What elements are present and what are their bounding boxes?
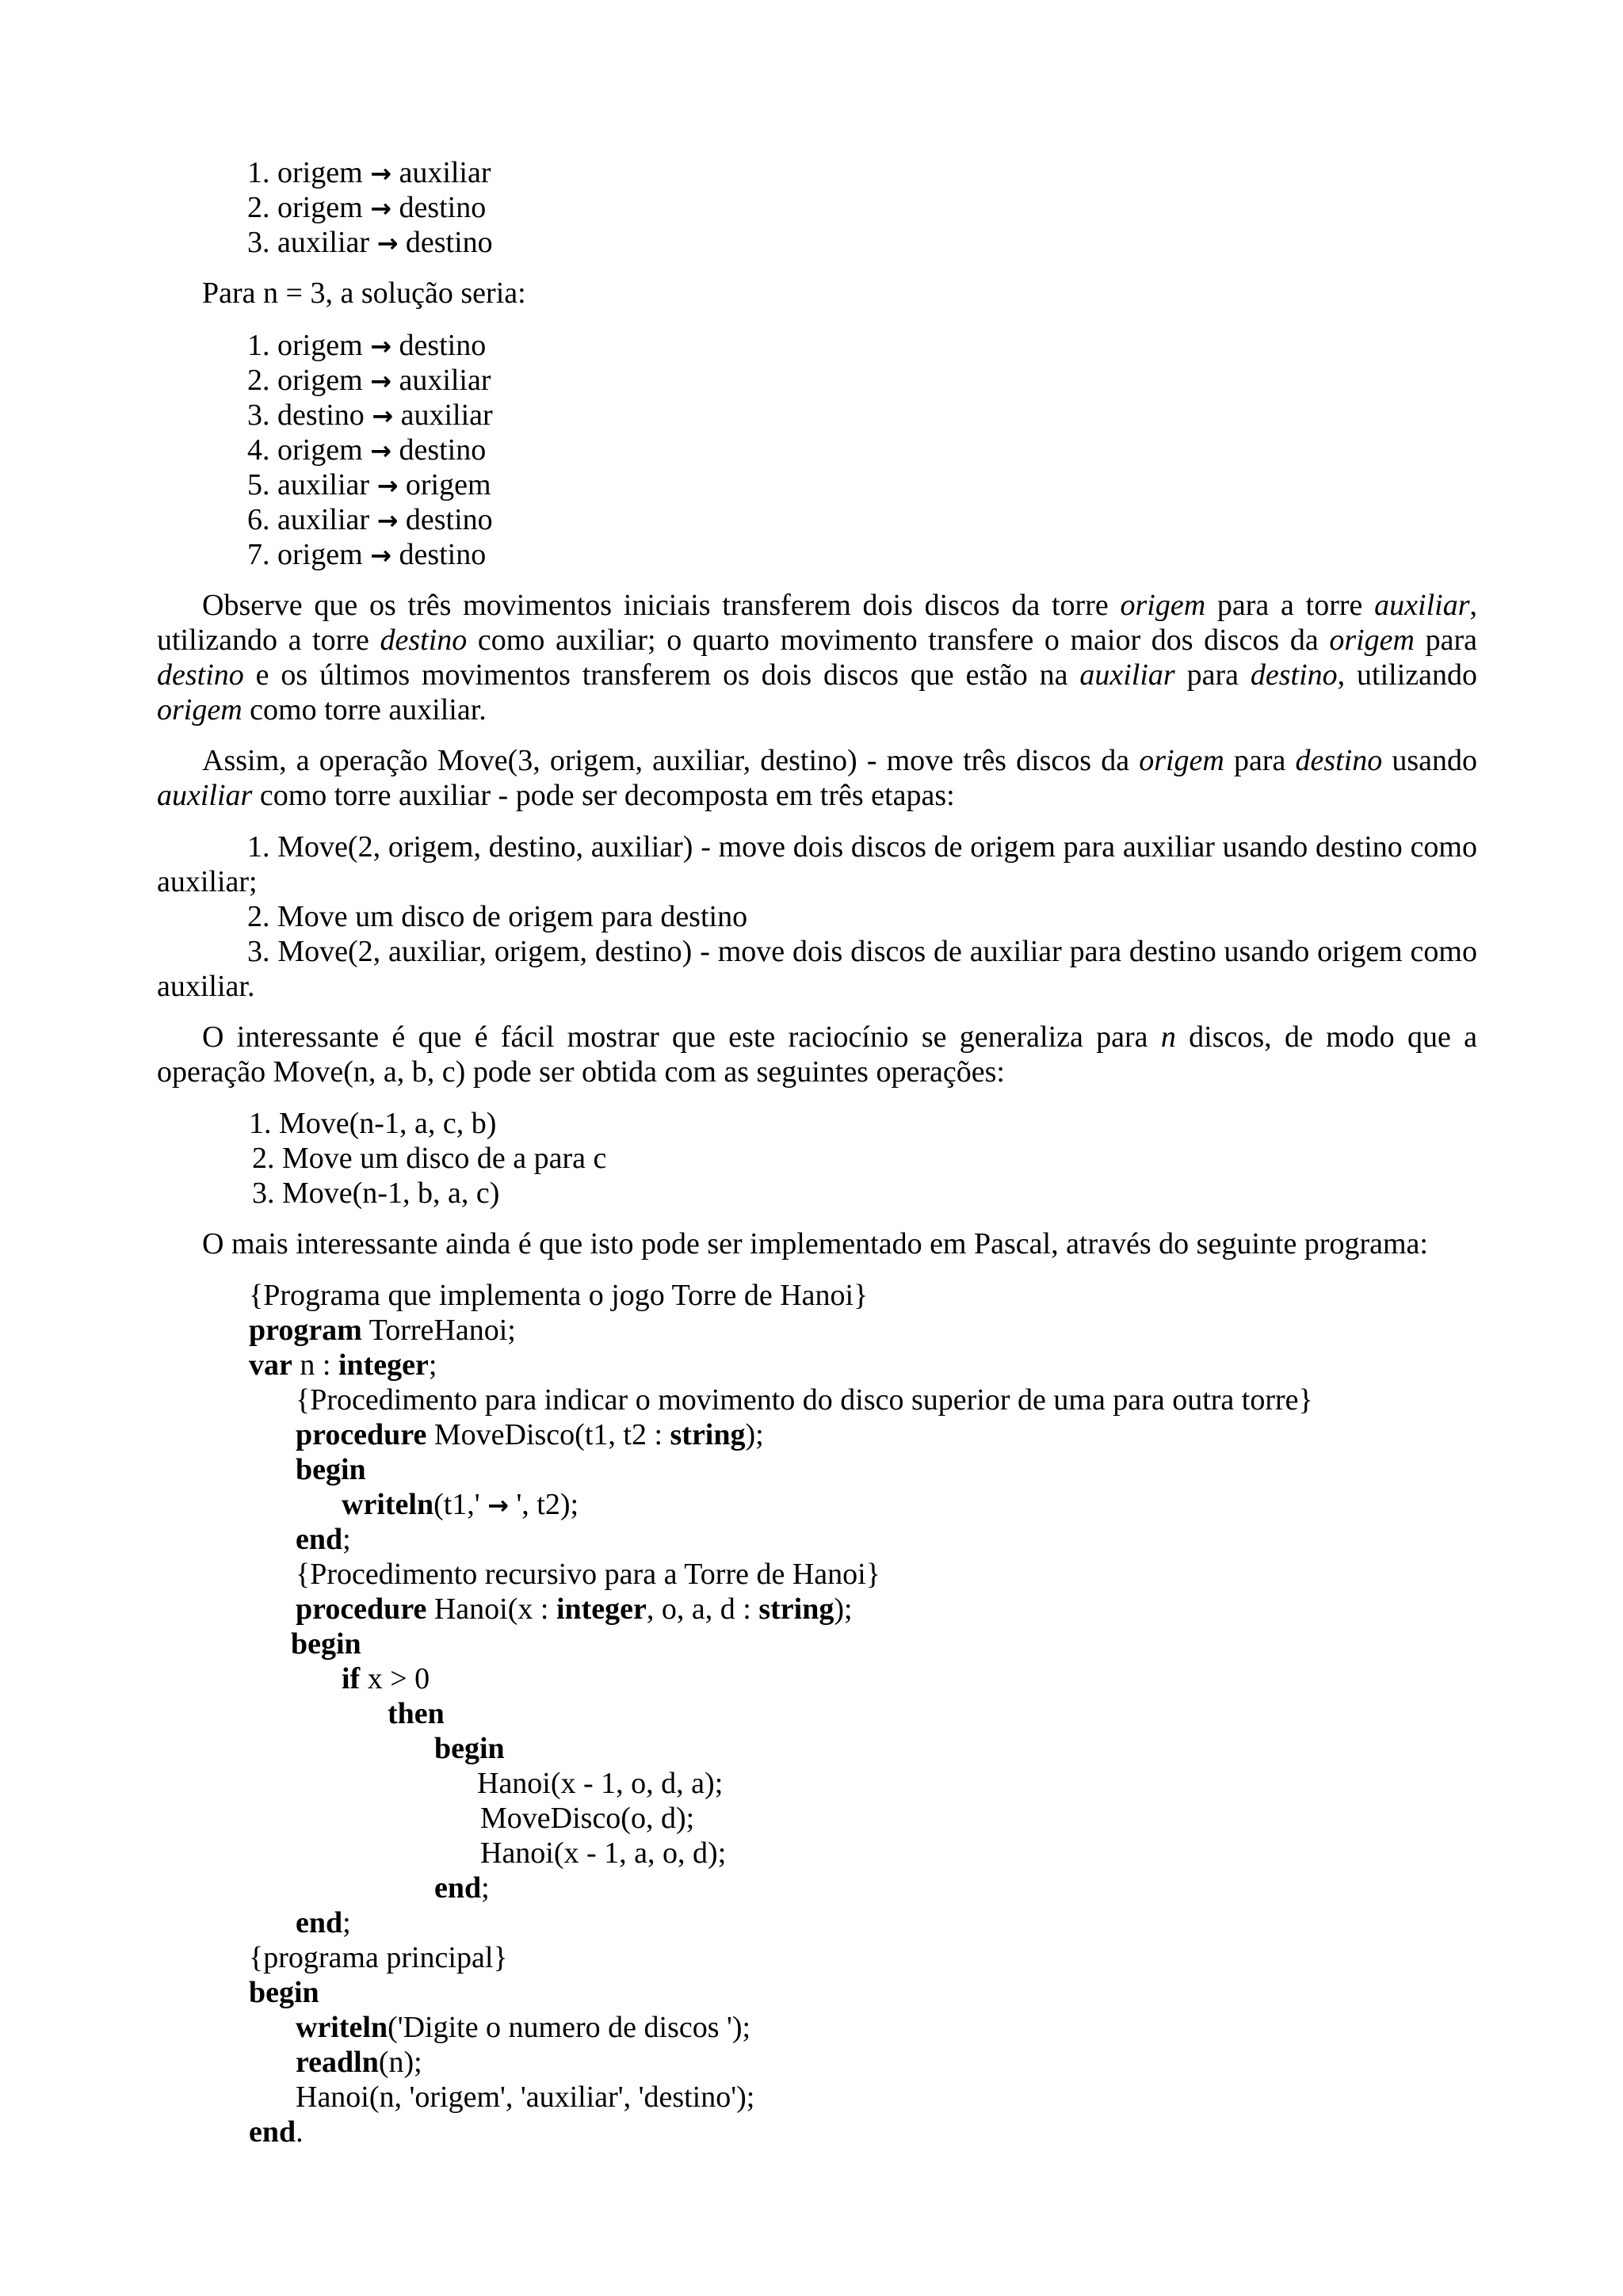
keyword: begin (434, 1732, 505, 1765)
keyword: writeln (342, 1488, 434, 1521)
keyword: var (249, 1348, 292, 1382)
list-item (247, 502, 493, 538)
keyword: integer (338, 1348, 429, 1382)
step-item: 3. Move(2, auxiliar, origem, destino) - move dois discos de auxiliar para destino usando origem como auxiliar. (157, 935, 1477, 1003)
item-number: 2. (247, 191, 270, 224)
keyword: if (342, 1662, 361, 1695)
code-text: (t1,' (433, 1488, 488, 1521)
step-item: 1. Move(2, origem, destino, auxiliar) - move dois discos de origem para auxiliar usando destino como auxiliar; (157, 830, 1477, 898)
right-arrow-icon: → (376, 471, 399, 501)
code-text: (n); (378, 2046, 422, 2079)
item-to: destino (405, 503, 493, 536)
text-run: discos, de modo que a operação Move(n, a, b, c) pode ser obtida com as seguintes operações: (157, 1020, 1477, 1089)
paragraph-observe (157, 588, 1477, 727)
item-number: 7. (247, 538, 270, 571)
right-arrow-icon: → (376, 505, 399, 536)
italic-run: origem (1139, 744, 1224, 777)
code-line (296, 1417, 764, 1452)
code-text: ); (745, 1418, 764, 1451)
code-line (388, 1696, 445, 1731)
keyword: integer (556, 1592, 647, 1626)
code-line (249, 1348, 437, 1383)
item-number: 1. (247, 156, 270, 189)
right-arrow-icon: → (370, 540, 391, 570)
right-arrow-icon: → (370, 331, 391, 361)
code-line (342, 1487, 579, 1523)
keyword: end (249, 2115, 296, 2149)
general-op-item: 1. Move(n-1, a, c, b) (249, 1107, 497, 1140)
code-line (342, 1661, 430, 1696)
code-line: Hanoi(n, 'origem', 'auxiliar', 'destino'); (296, 2081, 755, 2114)
list-item (247, 155, 491, 191)
code-line (434, 1731, 505, 1766)
item-from: auxiliar (277, 226, 370, 259)
text-run: usando (1382, 744, 1478, 777)
code-comment: {programa principal} (249, 1941, 508, 1974)
item-to: destino (399, 191, 487, 224)
text-run: O interessante é que é fácil mostrar que este raciocínio se generaliza para (202, 1020, 1161, 1054)
paragraph-generalize (157, 1020, 1477, 1089)
keyword: begin (249, 1976, 319, 2009)
right-arrow-icon: → (370, 436, 391, 466)
right-arrow-icon: → (487, 1490, 509, 1520)
item-from: auxiliar (277, 503, 370, 536)
intro-n3: Para n = 3, a solução seria: (202, 277, 526, 310)
text-run: para (1414, 624, 1478, 657)
code-line: MoveDisco(o, d); (480, 1802, 695, 1835)
code-line (249, 1313, 516, 1348)
text-run: Assim, a operação Move(3, origem, auxiliar, destino) - move três discos da (202, 744, 1140, 777)
code-text: , o, a, d : (646, 1592, 759, 1626)
item-number: 1. (247, 329, 270, 362)
item-to: destino (399, 433, 487, 467)
item-to: origem (405, 468, 491, 502)
list-item (247, 398, 493, 433)
keyword: string (758, 1592, 834, 1626)
step-item: 2. Move um disco de origem para destino (247, 900, 748, 933)
list-item (247, 328, 486, 364)
item-to: auxiliar (399, 364, 491, 397)
code-text: n : (292, 1348, 338, 1382)
code-text: ); (834, 1592, 853, 1626)
code-comment: {Programa que implementa o jogo Torre de Hanoi} (249, 1279, 869, 1312)
italic-run: auxiliar (157, 779, 253, 812)
right-arrow-icon: → (370, 366, 391, 396)
italic-run: n (1160, 1020, 1176, 1054)
keyword: procedure (296, 1592, 427, 1626)
keyword: end (296, 1523, 343, 1556)
item-number: 3. (247, 399, 270, 432)
keyword: program (249, 1314, 362, 1347)
keyword: begin (296, 1453, 366, 1486)
keyword: readln (296, 2046, 379, 2079)
italic-run: destino (1295, 744, 1383, 777)
right-arrow-icon: → (370, 193, 391, 223)
code-text: ; (342, 1906, 351, 1939)
text-run: para a torre (1205, 589, 1375, 622)
code-text: ', t2); (508, 1488, 579, 1521)
code-text: MoveDisco(t1, t2 : (426, 1418, 670, 1451)
code-line (296, 2010, 750, 2045)
text-run: , utilizando a torre (157, 589, 1477, 657)
list-item (247, 190, 486, 226)
code-line (434, 1871, 490, 1905)
right-arrow-icon: → (372, 401, 394, 431)
item-from: origem (277, 364, 363, 397)
code-text: x > 0 (360, 1662, 430, 1695)
item-number: 2. (247, 364, 270, 397)
item-number: 6. (247, 503, 270, 536)
code-text: TorreHanoi; (361, 1314, 516, 1347)
code-line (296, 1592, 853, 1627)
code-text: Hanoi(x : (426, 1592, 556, 1626)
list-item (247, 363, 491, 399)
text-run: como auxiliar; o quarto movimento transfere o maior dos discos da (467, 624, 1330, 657)
item-from: origem (277, 191, 363, 224)
item-number: 3. (247, 226, 270, 259)
italic-run: origem (1329, 624, 1415, 657)
code-text: . (296, 2115, 304, 2149)
list-item (247, 467, 491, 503)
text-run: para (1174, 658, 1251, 692)
item-from: auxiliar (277, 468, 370, 502)
keyword: writeln (296, 2011, 388, 2044)
code-text: ; (481, 1871, 490, 1905)
item-to: destino (405, 226, 493, 259)
code-line (296, 1452, 366, 1487)
keyword: then (388, 1697, 445, 1730)
code-line: Hanoi(x - 1, a, o, d); (480, 1836, 727, 1870)
code-line (296, 2045, 422, 2080)
code-line (249, 2115, 304, 2149)
code-comment: {Procedimento recursivo para a Torre de Hanoi} (296, 1558, 880, 1591)
text-run: , utilizando (1337, 658, 1478, 692)
item-to: auxiliar (399, 156, 491, 189)
right-arrow-icon: → (370, 158, 391, 189)
italic-run: origem (157, 693, 242, 727)
code-line (296, 1905, 351, 1940)
italic-run: destino (157, 658, 244, 692)
code-comment: {Procedimento para indicar o movimento do disco superior de uma para outra torre} (296, 1383, 1313, 1417)
item-from: origem (277, 433, 363, 467)
item-to: destino (399, 538, 487, 571)
item-from: origem (277, 329, 363, 362)
code-line: Hanoi(x - 1, o, d, a); (477, 1767, 724, 1800)
item-from: origem (277, 156, 363, 189)
list-item (247, 433, 486, 468)
item-to: auxiliar (400, 399, 493, 432)
code-line (249, 1975, 319, 2010)
general-op-item: 2. Move um disco de a para c (252, 1142, 607, 1175)
text-run: como torre auxiliar - pode ser decomposta em três etapas: (252, 779, 955, 812)
code-text: ; (428, 1348, 437, 1382)
text-run: Observe que os três movimentos iniciais transferem dois discos da torre (202, 589, 1121, 622)
item-to: destino (399, 329, 487, 362)
text-run: para (1224, 744, 1296, 777)
paragraph-pascal: O mais interessante ainda é que isto pode ser implementado em Pascal, através do seguinte programa: (202, 1227, 1428, 1261)
code-text: ('Digite o numero de discos '); (388, 2011, 751, 2044)
general-op-item: 3. Move(n-1, b, a, c) (252, 1177, 500, 1210)
keyword: begin (291, 1627, 361, 1661)
list-item (247, 225, 493, 261)
keyword: procedure (296, 1418, 427, 1451)
text-run: como torre auxiliar. (242, 693, 487, 727)
paragraph-assim (157, 743, 1477, 813)
item-from: origem (277, 538, 363, 571)
text-run: e os últimos movimentos transferem os dois discos que estão na (243, 658, 1080, 692)
code-text: ; (342, 1523, 351, 1556)
italic-run: destino (380, 624, 468, 657)
keyword: end (296, 1906, 343, 1939)
item-number: 5. (247, 468, 270, 502)
italic-run: destino (1250, 658, 1338, 692)
list-item (247, 537, 486, 573)
right-arrow-icon: → (376, 228, 399, 258)
code-line (291, 1627, 361, 1661)
keyword: end (434, 1871, 482, 1905)
keyword: string (670, 1418, 746, 1451)
item-number: 4. (247, 433, 270, 467)
italic-run: auxiliar (1374, 589, 1470, 622)
italic-run: auxiliar (1079, 658, 1175, 692)
code-line (296, 1522, 351, 1557)
item-from: destino (277, 399, 365, 432)
italic-run: origem (1120, 589, 1206, 622)
